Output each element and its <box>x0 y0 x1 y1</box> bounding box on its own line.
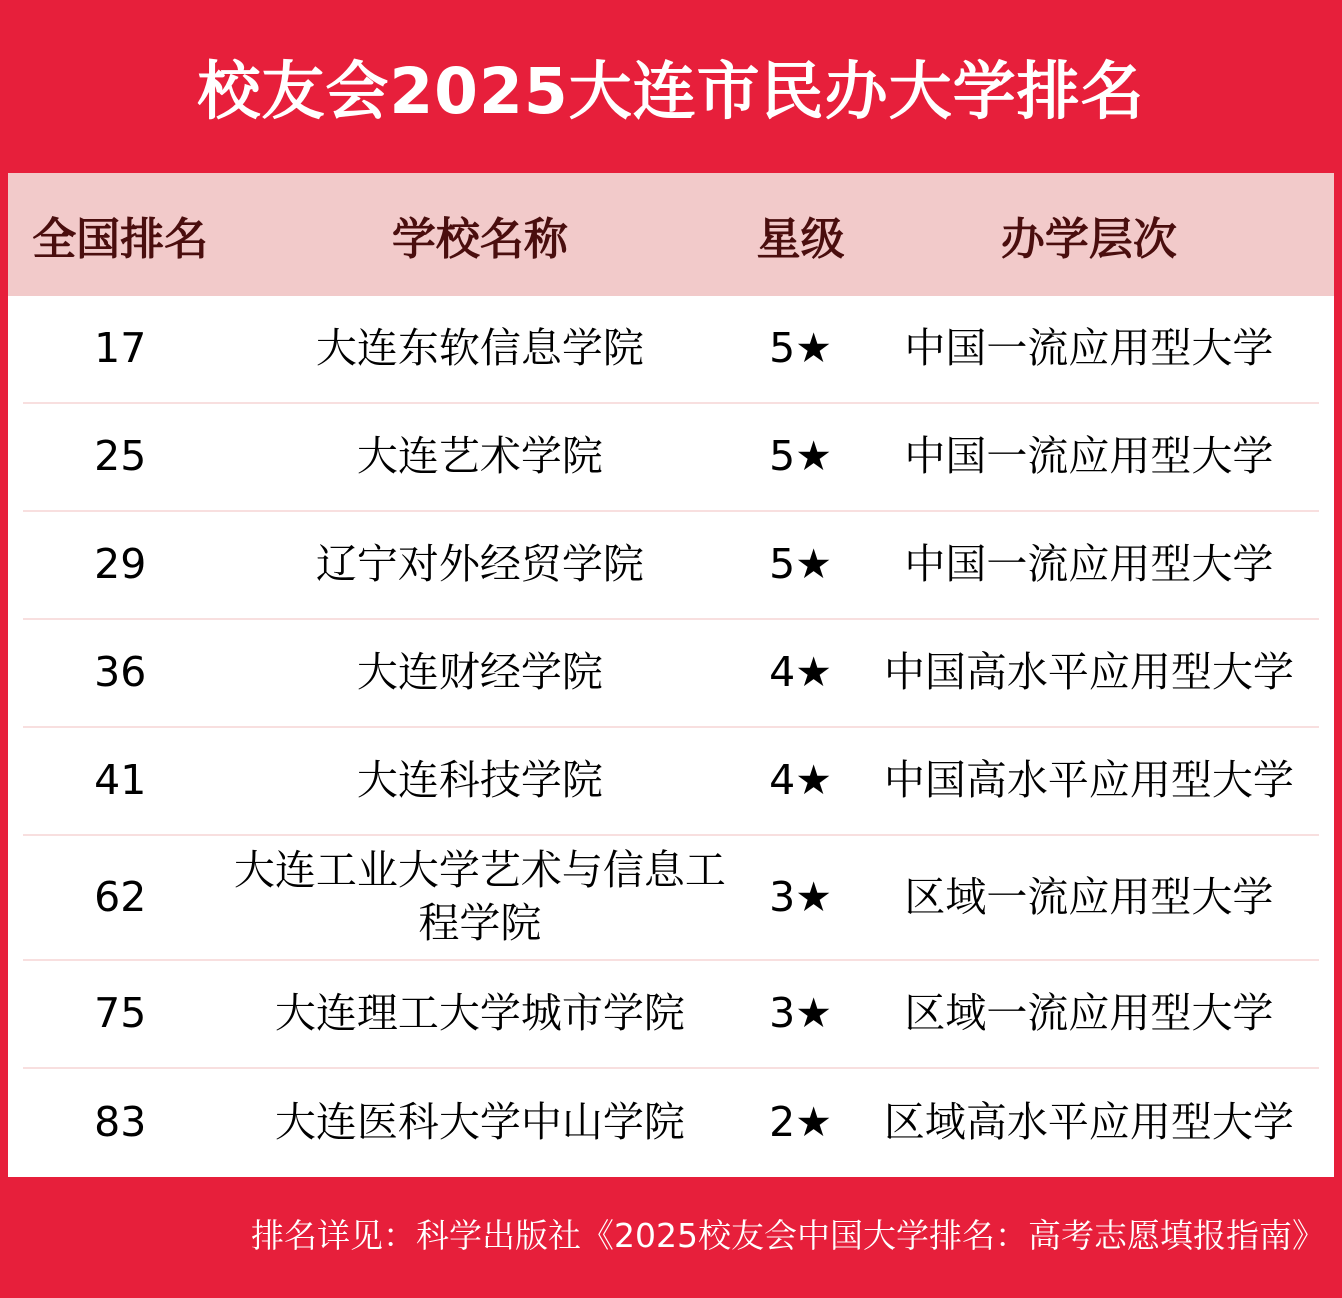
cell-school-level: 区域一流应用型大学 <box>904 872 1274 921</box>
table-row <box>23 728 1319 836</box>
cell-star-rating: 4★ <box>769 648 832 697</box>
title-banner <box>0 0 1342 173</box>
cell-star-rating: 5★ <box>769 540 832 589</box>
header-star-rating: 星级 <box>756 213 845 265</box>
table-header-row <box>8 173 1334 296</box>
cell-school-name: 大连财经学院 <box>356 648 603 697</box>
footer-note: 排名详见：科学出版社《2025校友会中国大学排名：高考志愿填报指南》 <box>251 1216 1325 1256</box>
cell-school-name: 大连东软信息学院 <box>315 324 644 373</box>
cell-national-rank: 29 <box>94 540 147 589</box>
cell-school-level: 中国一流应用型大学 <box>904 540 1274 589</box>
table-row <box>23 620 1319 728</box>
cell-school-name: 大连理工大学城市学院 <box>274 988 685 1037</box>
cell-school-level: 区域一流应用型大学 <box>904 988 1274 1037</box>
cell-star-rating: 5★ <box>769 324 832 373</box>
table-row <box>23 296 1319 404</box>
footer-banner <box>0 1177 1342 1291</box>
cell-national-rank: 62 <box>94 872 147 921</box>
header-school-name: 学校名称 <box>391 213 568 265</box>
table-row <box>23 512 1319 620</box>
table-row <box>23 1069 1319 1177</box>
cell-star-rating: 3★ <box>769 872 832 921</box>
cell-school-level: 中国一流应用型大学 <box>904 432 1274 481</box>
cell-school-name: 大连医科大学中山学院 <box>274 1097 685 1146</box>
cell-school-name: 大连工业大学艺术与信息工程学院 <box>233 846 726 948</box>
table-body <box>8 296 1334 1177</box>
cell-national-rank: 41 <box>94 756 147 805</box>
header-school-level: 办学层次 <box>1000 213 1177 265</box>
table-row <box>23 961 1319 1069</box>
cell-national-rank: 83 <box>94 1097 147 1146</box>
cell-school-name: 大连科技学院 <box>356 756 603 805</box>
cell-school-level: 中国高水平应用型大学 <box>883 648 1294 697</box>
cell-star-rating: 4★ <box>769 756 832 805</box>
table-row <box>23 404 1319 512</box>
cell-star-rating: 2★ <box>769 1097 832 1146</box>
cell-school-name: 辽宁对外经贸学院 <box>315 540 644 589</box>
cell-star-rating: 3★ <box>769 988 832 1037</box>
cell-national-rank: 17 <box>94 324 147 373</box>
cell-school-level: 中国一流应用型大学 <box>904 324 1274 373</box>
page-title: 校友会2025大连市民办大学排名 <box>197 55 1145 128</box>
cell-star-rating: 5★ <box>769 432 832 481</box>
cell-national-rank: 36 <box>94 648 147 697</box>
cell-school-name: 大连艺术学院 <box>356 432 603 481</box>
ranking-table <box>8 173 1334 1177</box>
cell-national-rank: 25 <box>94 432 147 481</box>
cell-school-level: 中国高水平应用型大学 <box>883 756 1294 805</box>
cell-school-level: 区域高水平应用型大学 <box>883 1097 1294 1146</box>
cell-national-rank: 75 <box>94 988 147 1037</box>
table-row <box>23 836 1319 961</box>
header-national-rank: 全国排名 <box>32 213 209 265</box>
